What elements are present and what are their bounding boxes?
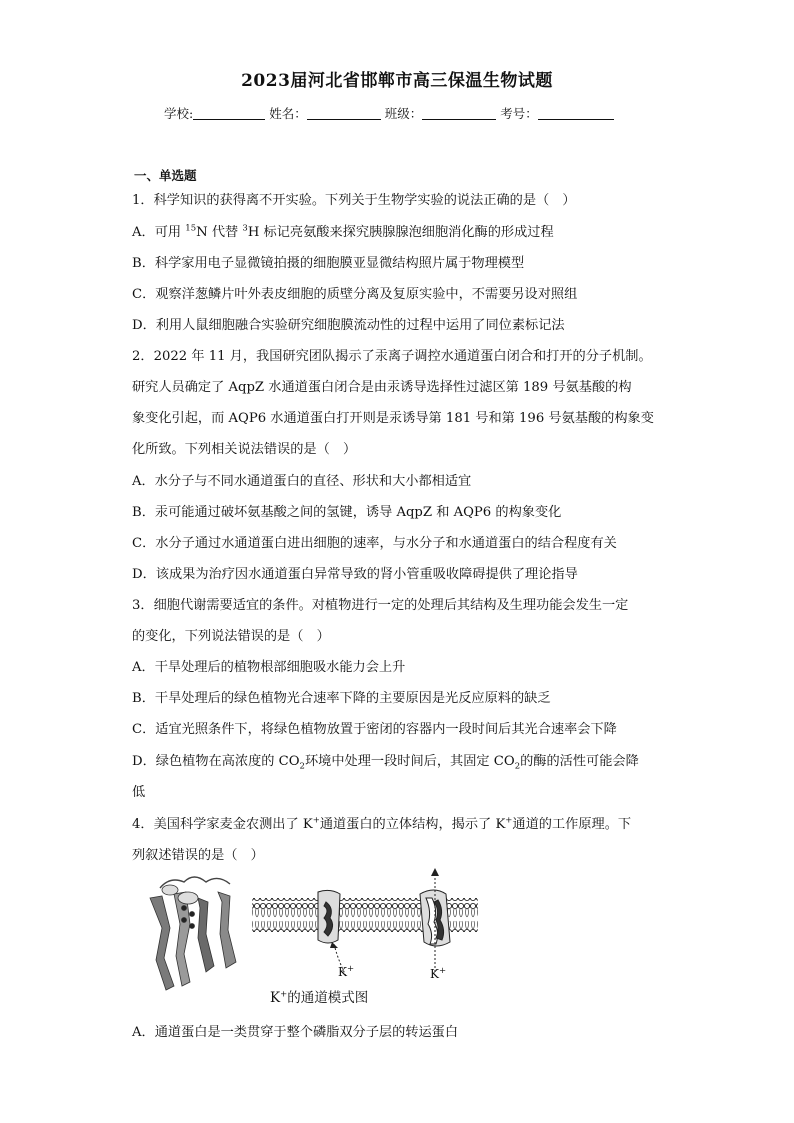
q2-stem-line-1: 2．2022 年 11 月，我国研究团队揭示了汞离子调控水通道蛋白闭合和打开的分子机制。: [132, 349, 652, 364]
exam-no-blank[interactable]: [538, 107, 614, 120]
q3-option-c: C．适宜光照条件下，将绿色植物放置于密闭的容器内一段时间后其光合速率会下降: [132, 722, 617, 737]
channel-ribbon-structure: [150, 877, 236, 990]
student-info-row: [164, 104, 614, 122]
q2-option-d: D．该成果为治疗因水通道蛋白异常导致的肾小管重吸收障碍提供了理论指导: [132, 567, 578, 582]
name-label: 姓名：: [269, 106, 307, 121]
q3-stem-line-1: 3．细胞代谢需要适宜的条件。对植物进行一定的处理后其结构及生理功能会发生一定: [132, 598, 629, 613]
figure-caption: K+的通道模式图: [270, 989, 369, 1006]
k-ion-label-right: K+: [430, 966, 447, 981]
school-blank[interactable]: [193, 107, 265, 120]
q1-option-a: A．可用 $^{15}$N 代替 $^3$H 标记亮氨酸来探究胰腺腺泡细胞消化酶的形成过程: [132, 223, 554, 240]
school-label: 学校:: [164, 106, 194, 121]
q3-option-d: D．绿色植物在高浓度的 $CO_2$环境中处理一段时间后，其固定 $CO_2$的酶的活性可能会降: [132, 754, 639, 772]
q1-option-c: C．观察洋葱鳞片叶外表皮细胞的质壁分离及复原实验中，不需要另设对照组: [132, 287, 578, 302]
q3-option-d-continued: 低: [132, 785, 146, 800]
q4-option-a: A．通道蛋白是一类贯穿于整个磷脂双分子层的转运蛋白: [132, 1025, 459, 1040]
q2-option-b: B．汞可能通过破坏氨基酸之间的氢键，诱导 AqpZ 和 AQP6 的构象变化: [132, 505, 562, 520]
class-blank[interactable]: [422, 107, 496, 120]
section-heading: 一、单选题: [134, 168, 197, 183]
class-label: 班级：: [384, 106, 423, 121]
channel-closed: [318, 890, 340, 943]
q1-stem: 1．科学知识的获得离不开实验。下列关于生物学实验的说法正确的是（ ）: [132, 193, 576, 208]
exam-no-label: 考号：: [500, 106, 538, 121]
q4-stem-line-1: 4．美国科学家麦金农测出了 K+通道蛋白的立体结构，揭示了 K+通道的工作原理。下: [132, 815, 632, 832]
q3-option-b: B．干旱处理后的绿色植物光合速率下降的主要原因是光反应原料的缺乏: [132, 691, 551, 706]
page-title: 2023届河北省邯郸市高三保温生物试题: [241, 71, 553, 91]
q1-option-b: B．科学家用电子显微镜拍摄的细胞膜亚显微结构照片属于物理模型: [132, 256, 525, 271]
q2-stem-line-3: 象变化引起，而 AQP6 水通道蛋白打开则是汞诱导第 181 号和第 196 号氨基酸的构象变: [132, 411, 654, 426]
q2-stem-line-2: 研究人员确定了 AqpZ 水通道蛋白闭合是由汞诱导选择性过滤区第 189 号氨基酸的构: [132, 380, 632, 395]
name-blank[interactable]: [307, 107, 381, 120]
q2-stem-line-4: 化所致。下列相关说法错误的是（ ）: [132, 442, 357, 457]
q4-stem-line-2: 列叙述错误的是（ ）: [132, 848, 264, 863]
q3-option-a: A．干旱处理后的植物根部细胞吸水能力会上升: [132, 660, 406, 675]
q3-stem-line-2: 的变化，下列说法错误的是（ ）: [132, 629, 330, 644]
q1-option-d: D．利用人鼠细胞融合实验研究细胞膜流动性的过程中运用了同位素标记法: [132, 318, 565, 333]
q2-option-a: A．水分子与不同水通道蛋白的直径、形状和大小都相适宜: [132, 474, 472, 489]
k-ion-label-left: K+: [338, 964, 355, 979]
q2-option-c: C．水分子通过水通道蛋白进出细胞的速率，与水分子和水通道蛋白的结合程度有关: [132, 536, 617, 551]
